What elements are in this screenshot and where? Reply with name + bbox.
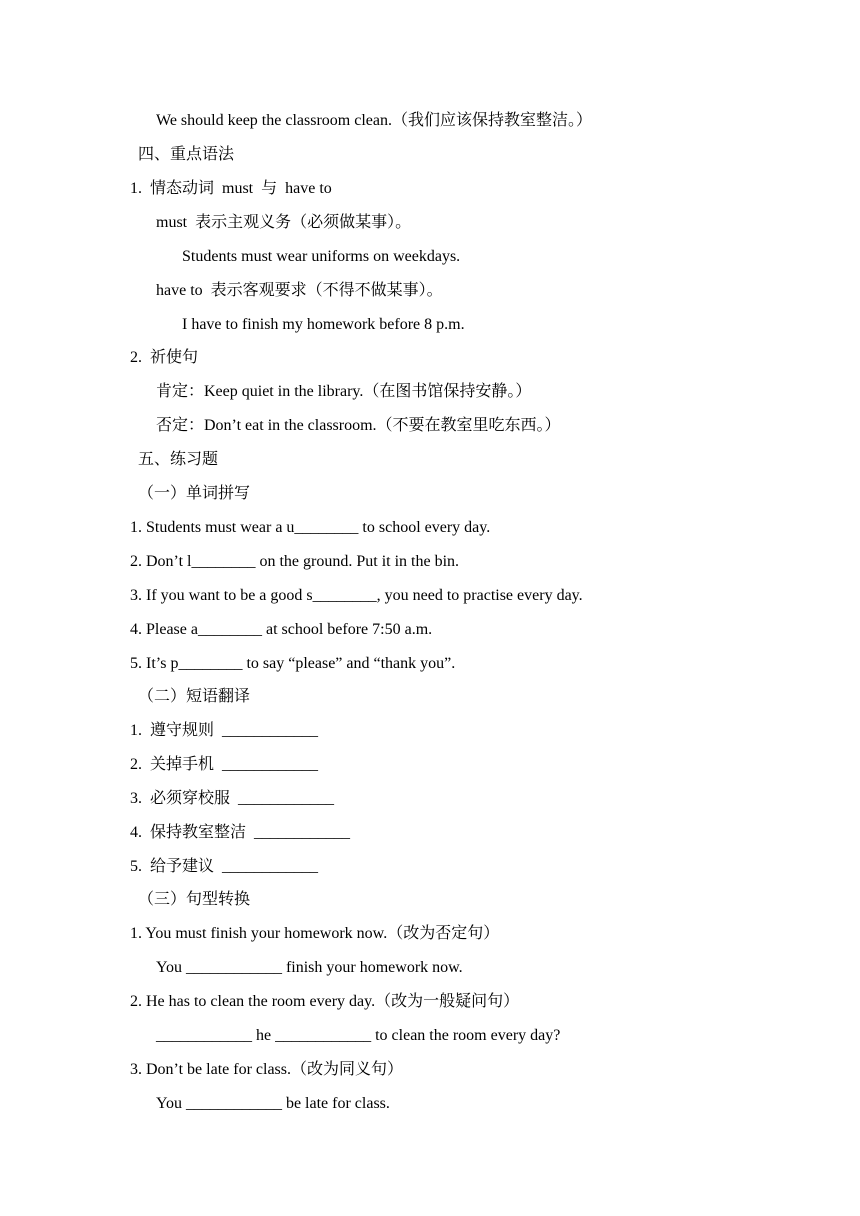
grammar-point-title: 1. 情态动词 must 与 have to bbox=[130, 180, 332, 197]
example-sentence: Students must wear uniforms on weekdays. bbox=[182, 248, 461, 265]
exercise-item: 1. You must finish your homework now.（改为否定句） bbox=[130, 925, 500, 942]
exercise-answer-line: You ____________ finish your homework now. bbox=[156, 959, 463, 976]
grammar-explanation: have to 表示客观要求（不得不做某事）。 bbox=[156, 282, 443, 299]
grammar-explanation: 否定：Don’t eat in the classroom.（不要在教室里吃东西。） bbox=[156, 417, 561, 434]
exercise-item: 4. Please a________ at school before 7:50 a.m. bbox=[130, 621, 433, 638]
grammar-explanation: 肯定：Keep quiet in the library.（在图书馆保持安静。） bbox=[156, 383, 532, 400]
example-sentence: We should keep the classroom clean.（我们应该保持教室整洁。） bbox=[156, 112, 592, 129]
exercise-item: 1. 遵守规则 ____________ bbox=[130, 722, 319, 739]
grammar-point-title: 2. 祈使句 bbox=[130, 349, 199, 366]
exercise-item: 2. 关掉手机 ____________ bbox=[130, 756, 319, 773]
exercise-item: 5. 给予建议 ____________ bbox=[130, 858, 319, 875]
exercise-item: 3. Don’t be late for class.（改为同义句） bbox=[130, 1061, 403, 1078]
exercise-item: 4. 保持教室整洁 ____________ bbox=[130, 824, 351, 841]
exercise-item: 3. 必须穿校服 ____________ bbox=[130, 790, 335, 807]
exercise-subheading: （一）单词拼写 bbox=[138, 485, 251, 502]
grammar-explanation: must 表示主观义务（必须做某事）。 bbox=[156, 214, 412, 231]
exercise-item: 1. Students must wear a u________ to school every day. bbox=[130, 519, 491, 536]
exercise-item: 3. If you want to be a good s________, you need to practise every day. bbox=[130, 587, 583, 604]
exercise-item: 5. It’s p________ to say “please” and “thank you”. bbox=[130, 655, 456, 672]
section-heading-exercises: 五、练习题 bbox=[138, 451, 219, 468]
exercise-subheading: （三）句型转换 bbox=[138, 891, 251, 908]
exercise-item: 2. He has to clean the room every day.（改为一般疑问句） bbox=[130, 993, 520, 1010]
exercise-answer-line: You ____________ be late for class. bbox=[156, 1095, 390, 1112]
exercise-subheading: （二）短语翻译 bbox=[138, 688, 251, 705]
example-sentence: I have to finish my homework before 8 p.m. bbox=[182, 316, 465, 333]
section-heading-grammar: 四、重点语法 bbox=[138, 146, 235, 163]
exercise-item: 2. Don’t l________ on the ground. Put it in the bin. bbox=[130, 553, 460, 570]
exercise-answer-line: ____________ he ____________ to clean the room every day? bbox=[156, 1027, 561, 1044]
